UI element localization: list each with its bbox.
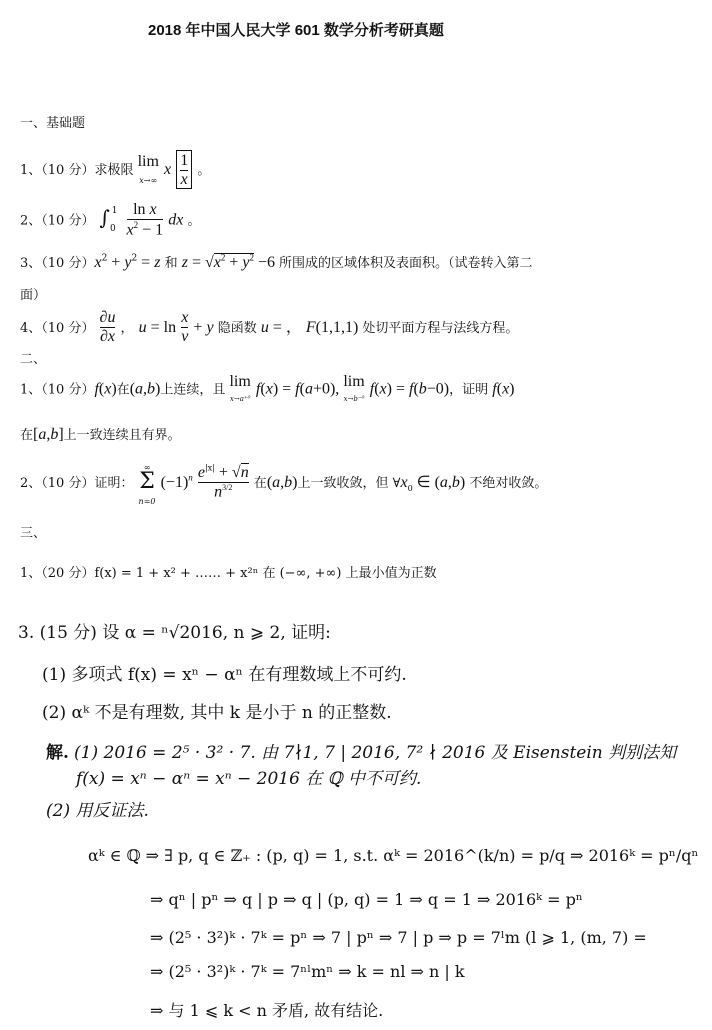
problem-3-part-1: (1) 多项式 f(x) = xⁿ − αⁿ 在有理数域上不可约. [42, 665, 407, 685]
question-5: 1、（10 分）f(x)在(a,b)上连续，且 lim x→a⁺⁰ f(x) = f(a+0), lim x→b⁻⁰ f(x) = f(b−0)，证明 f(x) [20, 373, 515, 404]
equation-line-4: ⇒ (2⁵ · 3²)ᵏ · 7ᵏ = 7ⁿˡmⁿ ⇒ k = nl ⇒ n | k [150, 962, 465, 981]
equation-line-2: ⇒ qⁿ | pⁿ ⇒ q | p ⇒ q | (p, q) = 1 ⇒ q = 1 ⇒ 2016ᵏ = pⁿ [150, 890, 583, 909]
exam-title: 2018 年中国人民大学 601 数学分析考研真题 [148, 22, 444, 39]
question-4: 4、（10 分） $\frac{\partial u}{\partial x}$ ， $u = \ln \frac{x}{v}$ + y 隐函数 u = ， F(1,1,1) 处切平面方程与法线方程。 [20, 309, 519, 346]
solution-part-1-line-2: f(x) = xⁿ − αⁿ = xⁿ − 2016 在 ℚ 中不可约. [76, 769, 422, 789]
section-1-heading: 一、基础题 [20, 116, 86, 131]
section-3-heading: 三、 [20, 526, 47, 541]
solution-part-1-text: (1) 2016 = 2⁵ · 3² · 7. 由 7∤1, 7 | 2016, 7² ∤ 2016 及 Eisenstein 判别法知 [74, 743, 677, 763]
question-5-limit-sub-1: x→a⁺⁰ [229, 395, 251, 404]
question-3-continued: 面） [20, 288, 47, 303]
question-2: 2、（10 分） $\int_0^1 \frac{\text{ln x}}{x^2 - 1}$ dx 。 [20, 201, 201, 239]
question-5-limit-sub-2: x→b⁻⁰ [343, 395, 365, 404]
section-2-heading: 二、 [20, 352, 47, 367]
solution-part-1-line-1 [46, 738, 676, 763]
question-1: 1、（10 分）求极限 lim x→∞ x $\frac{1}{x}$ 。 [20, 152, 211, 188]
question-5-continued: 在[a,b]上一致连续且有界。 [20, 426, 181, 443]
question-1-limit-sub: x→∞ [139, 176, 158, 186]
problem-3-part-2: (2) αᵏ 不是有理数, 其中 k 是小于 n 的正整数. [42, 703, 392, 723]
problem-3-statement: 3. (15 分) 设 α = ⁿ√2016, n ⩾ 2, 证明: [18, 623, 331, 643]
solution-label: 解. [46, 743, 69, 763]
question-3: 3、（10 分）$x^2 + y^2 = z$ 和 $z = √x^2 + y^2 -6$ 所围成的区域体积及表面积。（试卷转入第二 [20, 252, 533, 271]
question-7-clipped: 1、（20 分）f(x) = 1 + x² + …… + x²ⁿ 在 (−∞, +∞) 上最小值为正数 [20, 566, 437, 581]
solution-part-2-heading: (2) 用反证法. [46, 801, 149, 821]
question-6: 2、（10 分）证明： ∞ Σ n=0 $(-1)^n$ $e^{|x|} + √n$ $n^{3/2}$ 在(a,b)上一致收敛，但 $\forall x_0$ ∈ (a,b) 不绝对收敛。 [20, 463, 548, 507]
question-6-sum-sub: n=0 [138, 497, 156, 507]
equation-line-3: ⇒ (2⁵ · 3²)ᵏ · 7ᵏ = pⁿ ⇒ 7 | pⁿ ⇒ 7 | p ⇒ p = 7ˡm (l ⩾ 1, (m, 7) = [150, 928, 647, 947]
equation-line-5: ⇒ 与 1 ⩽ k < n 矛盾, 故有结论. [150, 1001, 384, 1020]
equation-line-1: αᵏ ∈ ℚ ⇒ ∃ p, q ∈ ℤ₊ : (p, q) = 1, s.t. αᵏ = 2016^(k/n) = p/q ⇒ 2016ᵏ = pⁿ/qⁿ [88, 846, 699, 865]
